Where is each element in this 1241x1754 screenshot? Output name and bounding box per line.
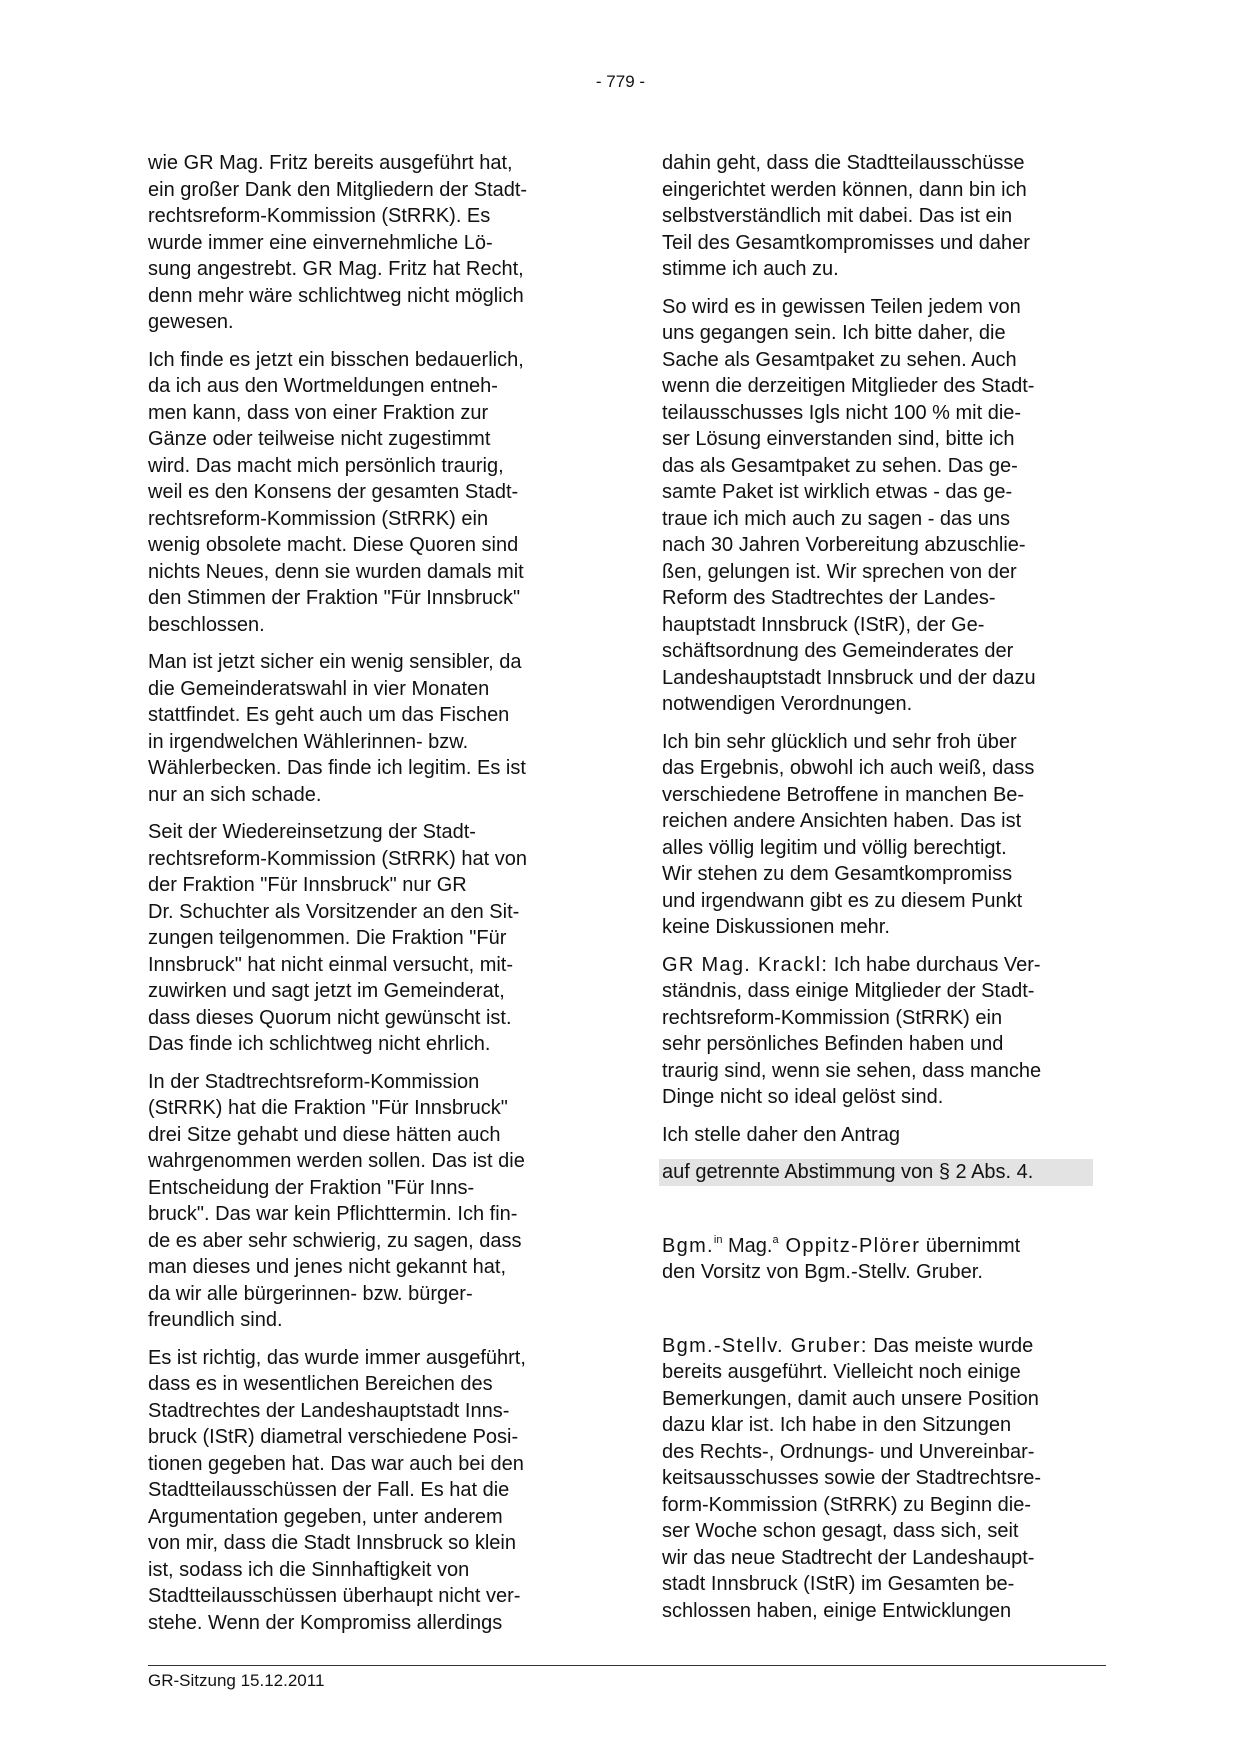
text-line: ser Lösung einverstanden sind, bitte ich (662, 428, 1015, 450)
text-line: stimme ich auch zu. (662, 258, 839, 280)
text-line: Wir stehen zu dem Gesamtkompromiss (662, 863, 1013, 885)
paragraph (148, 649, 586, 808)
paragraph (148, 819, 586, 1058)
text-line: Entscheidung der Fraktion "Für Inns- (148, 1176, 475, 1199)
text-line: gewesen. (148, 311, 234, 333)
text-line: In der Stadtrechtsreform-Kommission (148, 1070, 480, 1093)
text-line: Teil des Gesamtkompromisses und daher (662, 231, 1030, 254)
speaker-name: GR Mag. Krackl: (662, 953, 829, 976)
text-line: wenn die derzeitigen Mitglieder des Stadt- (662, 375, 1035, 397)
text-line: traurig sind, wenn sie sehen, dass manche (662, 1059, 1042, 1082)
paragraph (148, 150, 586, 336)
text-line: denn mehr wäre schlichtweg nicht möglich (148, 284, 524, 307)
text-line: der Fraktion "Für Innsbruck" nur GR (148, 874, 467, 896)
text-line: Stadtrechtes der Landeshauptstadt Inns- (148, 1399, 510, 1422)
text-line: teilausschusses Igls nicht 100 % mit die- (662, 401, 1022, 424)
text-line: ist, sodass ich die Sinnhaftigkeit von (148, 1558, 470, 1581)
text-line: Seit der Wiedereinsetzung der Stadt- (148, 821, 476, 843)
text-line: eingerichtet werden können, dann bin ich (662, 178, 1027, 201)
text-line: Gänze oder teilweise nicht zugestimmt (148, 428, 491, 450)
text-line: form-Kommission (StRRK) zu Beginn die- (662, 1493, 1031, 1516)
left-column (148, 150, 586, 1647)
right-column (662, 150, 1100, 1635)
text-line: reichen andere Ansichten haben. Das ist (662, 810, 1022, 832)
text-line: hauptstadt Innsbruck (IStR), der Ge- (662, 613, 985, 636)
text-line: wird. Das macht mich persönlich traurig, (148, 454, 504, 477)
text-line: Landeshauptstadt Innsbruck und der dazu (662, 666, 1036, 689)
text-line: verschiedene Betroffene in manchen Be- (662, 783, 1025, 806)
text-line: das Ergebnis, obwohl ich auch weiß, dass (662, 757, 1035, 779)
text-line: des Rechts-, Ordnungs- und Unvereinbar- (662, 1440, 1035, 1463)
text-line: von mir, dass die Stadt Innsbruck so klein (148, 1532, 516, 1554)
speaker-name: Bgm.-Stellv. Gruber: (662, 1334, 868, 1357)
text-line: die Gemeinderatswahl in vier Monaten (148, 677, 490, 700)
paragraph-gesamtpaket (662, 294, 1100, 718)
text-line: Sache als Gesamtpaket zu sehen. Auch (662, 348, 1017, 371)
text-line: zuwirken und sagt jetzt im Gemeinderat, (148, 980, 505, 1002)
chair-change-note: Bgm.$^{in}$ Mag.$^a$ Oppitz-Plörer übernimmt den Vorsitz von Bgm.-Stellv. Gruber. (662, 1233, 1021, 1283)
text-line: sung angestrebt. GR Mag. Fritz hat Recht, (148, 258, 524, 280)
text-line: nach 30 Jahren Vorbereitung abzuschlie- (662, 534, 1026, 556)
text-line: alles völlig legitim und völlig berechtigt. (662, 836, 1007, 859)
text-line: dahin geht, dass die Stadtteilausschüsse (662, 152, 1025, 174)
text-line: rechtsreform-Kommission (StRRK) ein (662, 1006, 1003, 1029)
text-line: stadt Innsbruck (IStR) im Gesamten be- (662, 1573, 1015, 1595)
text-line: man dieses und jenes nicht gekannt hat, (148, 1256, 507, 1278)
text-line: Bemerkungen, damit auch unsere Position (662, 1387, 1039, 1410)
text-line: sehr persönliches Befinden haben und (662, 1033, 1004, 1055)
text-line: ßen, gelungen ist. Wir sprechen von der (662, 560, 1017, 583)
text-line: bruck". Das war kein Pflichttermin. Ich fin- (148, 1203, 518, 1225)
text-line: Ich finde es jetzt ein bisschen bedauerlich, (148, 348, 524, 371)
text-line: den Stimmen der Fraktion "Für Innsbruck" (148, 587, 521, 609)
text-line: wenig obsolete macht. Diese Quoren sind (148, 534, 519, 556)
text-line: dass dieses Quorum nicht gewünscht ist. (148, 1006, 512, 1029)
paragraph (148, 1345, 586, 1637)
text-line: rechtsreform-Kommission (StRRK) hat von (148, 847, 527, 870)
text-line: Das finde ich schlichtweg nicht ehrlich. (148, 1033, 491, 1055)
text-line: ser Woche schon gesagt, dass sich, seit (662, 1520, 1019, 1542)
text-line: ständnis, dass einige Mitglieder der Stadt- (662, 980, 1035, 1002)
text-line: Stadtteilausschüssen überhaupt nicht ver- (148, 1585, 521, 1607)
text-line: dazu klar ist. Ich habe in den Sitzungen (662, 1414, 1012, 1436)
text-line: drei Sitze gehabt und diese hätten auch (148, 1123, 501, 1146)
text-line: Reform des Stadtrechtes der Landes- (662, 587, 996, 609)
text-line: rechtsreform-Kommission (StRRK). Es (148, 205, 491, 227)
text-line: wurde immer eine einvernehmliche Lö- (148, 231, 493, 254)
text-line: samte Paket ist wirklich etwas - das ge- (662, 481, 1013, 503)
text-line: wahrgenommen werden sollen. Das ist die (148, 1150, 525, 1172)
text-line: tionen gegeben hat. Das war auch bei den (148, 1452, 524, 1475)
paragraph-ergebnis (662, 729, 1100, 941)
paragraph-compromise (662, 150, 1100, 283)
text-line: wie GR Mag. Fritz bereits ausgeführt hat, (148, 152, 513, 174)
text-line: keine Diskussionen mehr. (662, 916, 890, 938)
text-line: Argumentation gegeben, unter anderem (148, 1505, 503, 1528)
text-line: da ich aus den Wortmeldungen entneh- (148, 375, 498, 397)
text-line: stehe. Wenn der Kompromiss allerdings (148, 1611, 503, 1634)
page-number: - 779 - (595, 72, 646, 91)
text-line: dass es in wesentlichen Bereichen des (148, 1373, 493, 1395)
text-line: nur an sich schade. (148, 783, 322, 806)
text-line: Ich bin sehr glücklich und sehr froh über (662, 730, 1017, 753)
text-line: notwendigen Verordnungen. (662, 693, 913, 715)
text-line: Stadtteilausschüssen der Fall. Es hat die (148, 1479, 510, 1501)
text-line: freundlich sind. (148, 1309, 283, 1331)
text-line: in irgendwelchen Wählerinnen- bzw. (148, 730, 469, 753)
text-line: traue ich mich auch zu sagen - das uns (662, 507, 1010, 530)
text-line: selbstverständlich mit dabei. Das ist ein (662, 205, 1013, 227)
text-line: Es ist richtig, das wurde immer ausgeführt, (148, 1346, 526, 1369)
text-line: (StRRK) hat die Fraktion "Für Innsbruck" (148, 1097, 508, 1119)
motion-highlight: auf getrennte Abstimmung von § 2 Abs. 4. (659, 1159, 1093, 1186)
text-line: So wird es in gewissen Teilen jedem von (662, 295, 1021, 318)
text-line: bereits ausgeführt. Vielleicht noch einige (662, 1361, 1021, 1383)
text-line: schlossen haben, einige Entwicklungen (662, 1599, 1012, 1622)
text-line: Dinge nicht so ideal gelöst sind. (662, 1086, 944, 1108)
text-line: de es aber sehr schwierig, zu sagen, dass (148, 1229, 522, 1252)
text-line: weil es den Konsens der gesamten Stadt- (148, 481, 519, 503)
paragraph (148, 347, 586, 639)
text-line: zungen teilgenommen. Die Fraktion "Für (148, 927, 507, 949)
text-line: keitsausschusses sowie der Stadtrechtsre- (662, 1467, 1042, 1489)
text-line: uns gegangen sein. Ich bitte daher, die (662, 322, 1006, 344)
text-line: und irgendwann gibt es zu diesem Punkt (662, 889, 1023, 912)
text-line: ein großer Dank den Mitgliedern der Stadt- (148, 178, 528, 201)
text-line: stattfindet. Es geht auch um das Fischen (148, 704, 510, 726)
text-line: das als Gesamtpaket zu sehen. Das ge- (662, 454, 1018, 477)
footer-session-date: GR-Sitzung 15.12.2011 (148, 1671, 325, 1690)
text-line: bruck (IStR) diametral verschiedene Posi- (148, 1426, 519, 1448)
text-line: wir das neue Stadtrecht der Landeshaupt- (662, 1546, 1035, 1569)
footer-divider (148, 1665, 1106, 1666)
text-line: rechtsreform-Kommission (StRRK) ein (148, 507, 489, 530)
statement-krackl: GR Mag. Krackl: Ich habe durchaus Ver- ständnis, dass einige Mitglieder der Stadt- rechtsreform-Kommission (StRRK) ein sehr persönliches Befinden haben und traurig sind, wenn sie sehen, dass manche Dinge nicht so ideal gelöst sind. (662, 952, 1100, 1111)
text-line: men kann, dass von einer Fraktion zur (148, 401, 489, 424)
text-line: da wir alle bürgerinnen- bzw. bürger- (148, 1282, 473, 1305)
text-line: Dr. Schuchter als Vorsitzender an den Sit- (148, 900, 520, 923)
text-line: beschlossen. (148, 613, 265, 636)
text-line: nichts Neues, denn sie wurden damals mit (148, 560, 524, 583)
text-line: Wählerbecken. Das finde ich legitim. Es ist (148, 757, 526, 779)
statement-gruber: Bgm.-Stellv. Gruber: Das meiste wurde bereits ausgeführt. Vielleicht noch einige Bemerkungen, damit auch unsere Position dazu klar ist. Ich habe in den Sitzungen des Rechts-, Ordnungs- und Unvereinbar- keitsausschusses sowie der Stadtrechtsre- form-Kommission (StRRK) zu Beginn die- ser Woche schon gesagt, dass sich, seit wir das neue Stadtrecht der Landeshaupt- stadt Innsbruck (IStR) im Gesamten be- schlossen haben, einige Entwicklungen (662, 1333, 1100, 1625)
motion-intro: Ich stelle daher den Antrag (662, 1123, 900, 1146)
text-line: Innsbruck" hat nicht einmal versucht, mit- (148, 953, 514, 976)
paragraph (148, 1069, 586, 1334)
text-line: schäftsordnung des Gemeinderates der (662, 640, 1014, 662)
text-line: Man ist jetzt sicher ein wenig sensibler, da (148, 651, 522, 673)
